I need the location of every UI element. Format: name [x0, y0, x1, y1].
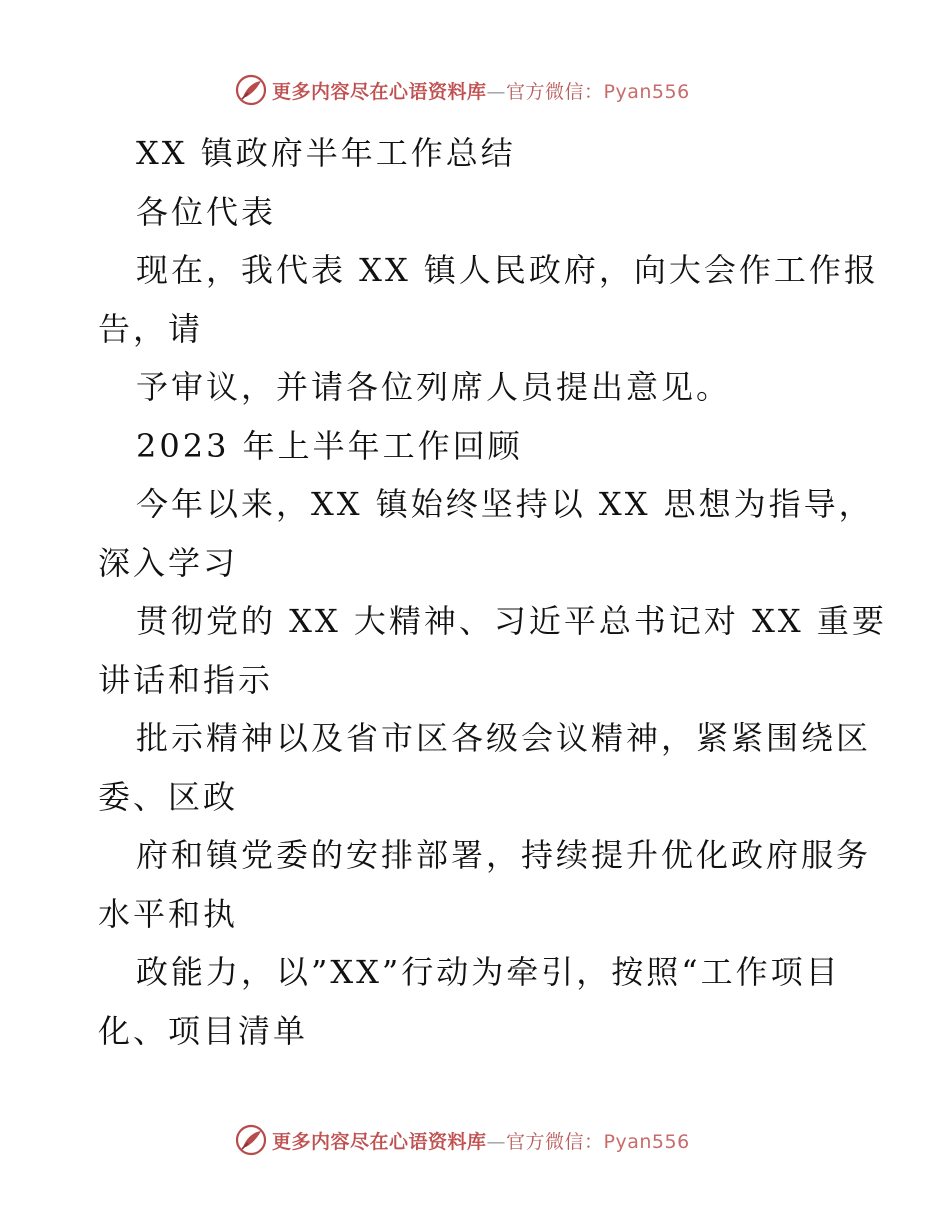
text-line: 政能力，以”XX”行动为牵引，按照“工作项目	[136, 953, 841, 991]
watermark-title: 更多内容尽在心语资料库	[272, 1130, 487, 1153]
text-line: 府和镇党委的安排部署，持续提升优化政府服务	[136, 836, 872, 874]
text-line: 予审议，并请各位列席人员提出意见。	[136, 368, 732, 406]
text-line: XX 镇政府半年工作总结	[136, 134, 516, 172]
text-line: 2023 年上半年工作回顾	[136, 426, 523, 465]
text-line: 贯彻党的 XX 大精神、习近平总书记对 XX 重要	[136, 602, 887, 640]
watermark-footer	[234, 1122, 690, 1158]
watermark-wechat-id: Pyan556	[603, 1130, 690, 1153]
watermark-header	[234, 72, 690, 108]
text-line: 水平和执	[98, 894, 239, 933]
watermark-wechat-label: 官方微信：	[506, 80, 604, 103]
document-body	[98, 124, 887, 1060]
text-line: 委、区政	[98, 777, 239, 816]
text-line: 各位代表	[136, 192, 277, 231]
watermark-title: 更多内容尽在心语资料库	[272, 80, 487, 103]
quill-logo-icon	[234, 1123, 268, 1157]
quill-logo-icon	[234, 73, 268, 107]
text-line: 讲话和指示	[98, 660, 274, 699]
text-line: 深入学习	[98, 543, 239, 582]
watermark-dash: —	[486, 1130, 507, 1153]
watermark-dash: —	[486, 80, 507, 103]
text-line: 告，请	[98, 309, 204, 348]
text-line: 化、项目清单	[98, 1011, 309, 1050]
watermark-wechat-id: Pyan556	[603, 80, 690, 103]
text-line: 批示精神以及省市区各级会议精神，紧紧围绕区	[136, 719, 872, 757]
text-line: 现在，我代表 XX 镇人民政府，向大会作工作报	[136, 251, 879, 289]
watermark-wechat-label: 官方微信：	[506, 1130, 604, 1153]
text-line: 今年以来，XX 镇始终坚持以 XX 思想为指导，	[136, 485, 874, 523]
